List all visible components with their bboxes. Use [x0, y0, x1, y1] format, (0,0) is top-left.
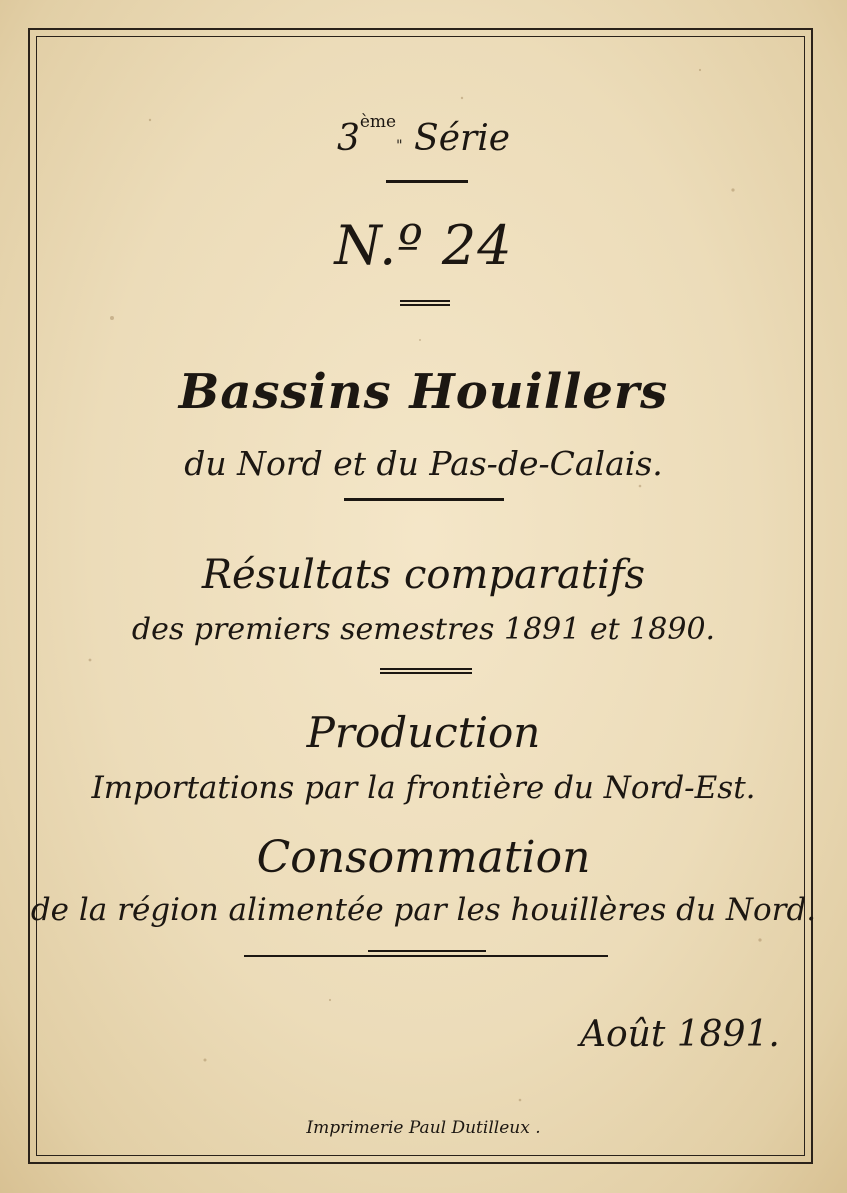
production-heading: Production [306, 708, 541, 757]
series-heading [0, 112, 847, 159]
results-heading: Résultats comparatifs [201, 552, 646, 598]
title-region: du Nord et du Pas-de-Calais. [184, 444, 663, 483]
series-word: Série [414, 118, 511, 159]
divider-number [400, 300, 450, 306]
divider-series [386, 180, 468, 183]
consommation-heading: Consommation [256, 832, 591, 883]
divider-results [380, 668, 472, 674]
issue-number: N.º 24 [334, 214, 513, 277]
results-period: des premiers semestres 1891 et 1890. [131, 612, 716, 647]
divider-bottom-accent [368, 950, 486, 952]
series-mark: " [396, 138, 403, 154]
series-number: 3 [336, 118, 360, 159]
importations-line: Importations par la frontière du Nord-Est. [91, 770, 756, 806]
printer-credit: Imprimerie Paul Dutilleux . [306, 1118, 541, 1138]
divider-bottom [244, 955, 608, 957]
document-date: Août 1891. [580, 1014, 780, 1055]
divider-title [344, 498, 504, 501]
consommation-detail: de la région alimentée par les houillères du Nord. [30, 892, 817, 928]
title-main: Bassins Houillers [178, 364, 669, 420]
series-superscript: ème [359, 112, 397, 132]
